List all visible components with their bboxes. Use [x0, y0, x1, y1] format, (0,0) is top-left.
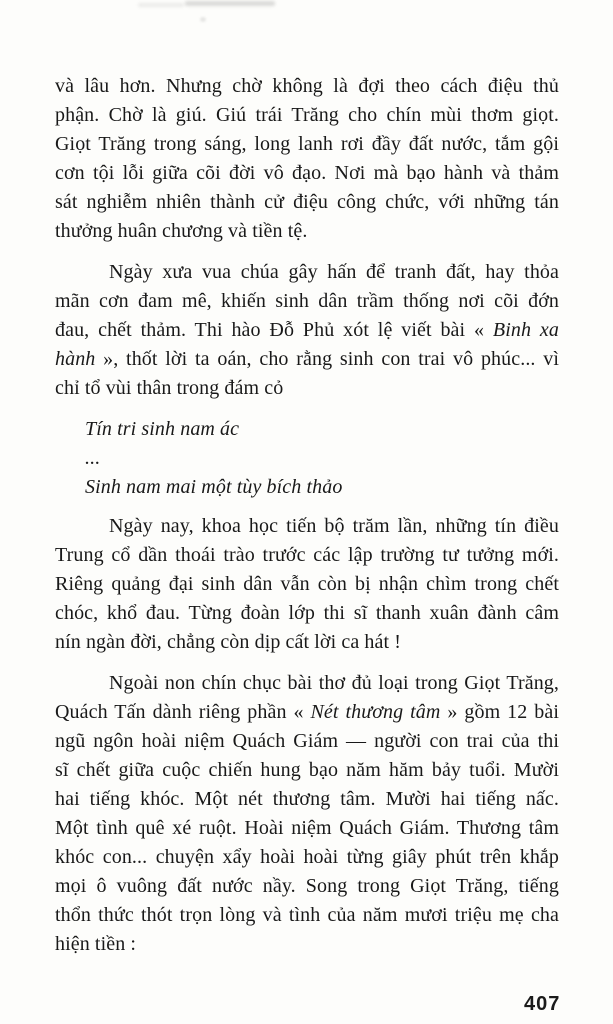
page-number: 407 — [524, 993, 561, 1015]
text-line — [55, 843, 559, 872]
text-line — [55, 374, 559, 403]
text-segment: hiện tiền : — [55, 933, 137, 955]
text-segment: Quách Tấn dành riêng phần « — [55, 701, 311, 723]
text-line — [55, 188, 559, 217]
text-segment: Sinh nam mai một tùy bích thảo — [85, 476, 343, 498]
text-segment: thưởng huân chương và tiền tệ. — [55, 220, 308, 242]
text-line — [55, 901, 559, 930]
scan-artifact — [200, 17, 206, 22]
text-segment: » gồm 12 bài — [440, 701, 559, 723]
text-line — [55, 258, 559, 287]
text-line — [55, 72, 559, 101]
text-block — [55, 72, 559, 971]
text-segment: Riêng quảng đại sinh dân vẫn còn bị nhận chìm trong chết — [55, 573, 559, 595]
text-segment: thổn thức thót trọn lòng và tình của năm mươi triệu mẹ cha — [55, 904, 559, 926]
verse — [85, 415, 559, 502]
text-line — [55, 101, 559, 130]
text-line — [55, 698, 559, 727]
text-segment: Ngày nay, khoa học tiến bộ trăm lần, những tín điều — [109, 515, 559, 537]
paragraph — [55, 72, 559, 246]
text-line — [55, 512, 559, 541]
text-line — [55, 727, 559, 756]
text-line — [55, 217, 559, 246]
text-segment: nín ngàn đời, chẳng còn dịp cất lời ca hát ! — [55, 631, 402, 653]
text-segment: chỉ tổ vùi thân trong đám cỏ — [55, 377, 284, 399]
text-segment: ngũ ngôn hoài niệm Quách Giám — người con trai của thi — [55, 730, 559, 752]
text-line — [55, 785, 559, 814]
text-segment: Nét thương tâm — [310, 701, 441, 723]
text-line — [55, 872, 559, 901]
scan-artifact — [138, 3, 184, 7]
text-segment: chóc, khổ đau. Từng đoàn lớp thi sĩ thanh xuân đành câm — [55, 602, 559, 624]
text-segment: hành — [55, 348, 96, 370]
paragraph — [55, 512, 559, 657]
text-segment: Giọt Trăng trong sáng, long lanh rơi đầy đất nước, tắm gội — [55, 133, 559, 155]
paragraph — [55, 669, 559, 959]
text-segment: sĩ chết giữa cuộc chiến hung bạo năm hăm bảy tuổi. Mười — [55, 759, 559, 781]
scan-artifact — [185, 1, 275, 6]
text-segment: Binh xa — [492, 319, 559, 341]
verse-line — [85, 444, 559, 473]
text-line — [55, 130, 559, 159]
text-line — [55, 814, 559, 843]
verse-line — [85, 415, 559, 444]
text-segment: Tín tri sinh nam ác — [85, 418, 240, 440]
text-segment: hai tiếng khóc. Một nét thương tâm. Mười hai tiếng nấc. — [55, 788, 559, 810]
text-line — [55, 599, 559, 628]
text-segment: Một tình quê xé ruột. Hoài niệm Quách Giám. Thương tâm — [55, 817, 559, 839]
text-segment: đau, chết thảm. Thi hào Đỗ Phủ xót lệ viết bài « — [55, 319, 493, 341]
text-segment: và lâu hơn. Nhưng chờ không là đợi theo cách điệu thủ — [55, 75, 559, 97]
text-line — [55, 570, 559, 599]
verse-line — [85, 473, 559, 502]
text-segment: ... — [85, 447, 101, 469]
text-segment: Ngày xưa vua chúa gây hấn để tranh đất, hay thỏa — [109, 261, 559, 283]
text-segment: Ngoài non chín chục bài thơ đủ loại trong Giọt Trăng, — [109, 672, 559, 694]
text-segment: cơn tội lỗi giữa cõi đời vô đạo. Nơi mà bạo hành và thảm — [55, 162, 559, 184]
text-segment: mãn cơn đam mê, khiến sinh dân trầm thống nơi cõi đớn — [55, 290, 559, 312]
paragraph — [55, 258, 559, 403]
text-line — [55, 287, 559, 316]
text-line — [55, 159, 559, 188]
text-segment: khóc con... chuyện xẩy hoài hoài từng giây phút trên khắp — [55, 846, 559, 868]
text-line — [55, 541, 559, 570]
text-segment: mọi ô vuông đất nước nầy. Song trong Giọt Trăng, tiếng — [55, 875, 559, 897]
text-segment: sát nghiễm nhiên thành cử điệu công chức, với những tán — [55, 191, 559, 213]
text-segment: », thốt lời ta oán, cho rằng sinh con trai vô phúc... vì — [95, 348, 559, 370]
text-line — [55, 669, 559, 698]
text-line — [55, 930, 559, 959]
text-line — [55, 628, 559, 657]
text-segment: phận. Chờ là giú. Giú trái Trăng cho chín mùi thơm giọt. — [55, 104, 559, 126]
text-line — [55, 756, 559, 785]
text-segment: Trung cổ dần thoái trào trước các lập trường tư tưởng mới. — [55, 544, 559, 566]
text-line — [55, 316, 559, 345]
text-line — [55, 345, 559, 374]
